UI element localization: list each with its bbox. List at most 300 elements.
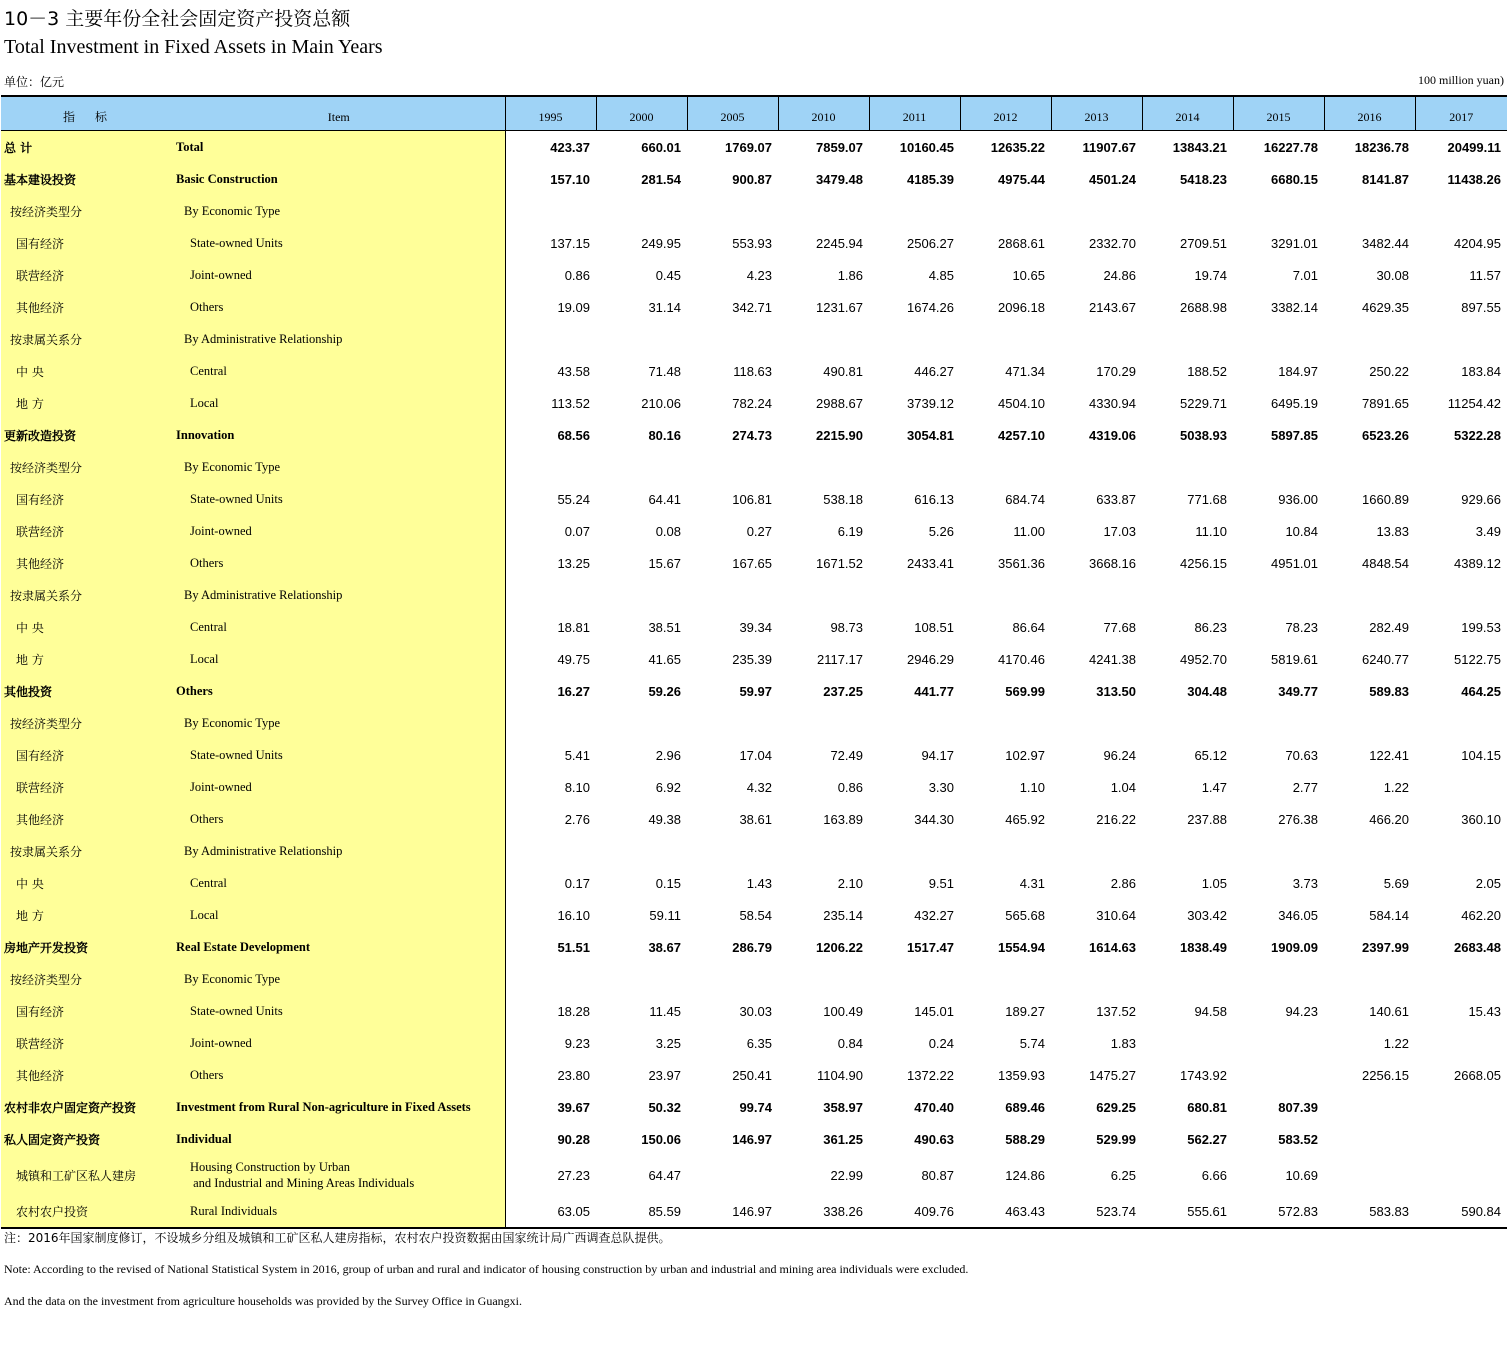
cell-2011 bbox=[869, 195, 960, 227]
cell-2013: 2.86 bbox=[1110, 875, 1136, 891]
cell-2015: 4951.01 bbox=[1271, 555, 1318, 571]
cell-2013: 3668.16 bbox=[1089, 555, 1136, 571]
cell-2005: 17.04 bbox=[739, 747, 772, 763]
cell-2005: 235.39 bbox=[732, 651, 772, 667]
cell-2013 bbox=[1051, 835, 1142, 867]
cell-2012: 124.86 bbox=[1005, 1167, 1045, 1183]
cell-2011: 145.01 bbox=[914, 1003, 954, 1019]
cell-2012 bbox=[960, 835, 1051, 867]
cell-2016: 6523.26 bbox=[1362, 427, 1409, 443]
cell-2010: 1231.67 bbox=[816, 299, 863, 315]
cell-2010: 361.25 bbox=[823, 1131, 863, 1147]
cell-2012: 189.27 bbox=[1005, 1003, 1045, 1019]
table-row bbox=[1, 387, 1507, 419]
cell-2000: 2.96 bbox=[655, 747, 681, 763]
cell-2012 bbox=[960, 579, 1051, 611]
cell-2010 bbox=[778, 195, 869, 227]
cell-2012: 5.74 bbox=[1019, 1035, 1045, 1051]
cell-2017 bbox=[1415, 323, 1507, 355]
cell-2010 bbox=[778, 707, 869, 739]
cell-2016 bbox=[1324, 323, 1415, 355]
cell-2005: 4.23 bbox=[746, 267, 772, 283]
cell-2016: 18236.78 bbox=[1354, 139, 1409, 155]
table-row bbox=[1, 323, 1507, 355]
cell-2011 bbox=[869, 323, 960, 355]
cell-2010: 6.19 bbox=[837, 523, 863, 539]
cell-2015: 16227.78 bbox=[1263, 139, 1318, 155]
row-label-en: By Administrative Relationship bbox=[173, 579, 505, 611]
cell-2017 bbox=[1415, 1027, 1507, 1059]
table-row bbox=[1, 643, 1507, 675]
cell-2012: 569.99 bbox=[1005, 683, 1045, 699]
cell-1995: 16.10 bbox=[557, 907, 590, 923]
row-label-cn: 基本建设投资 bbox=[1, 163, 173, 195]
cell-2014: 680.81 bbox=[1187, 1099, 1227, 1115]
cell-2000 bbox=[596, 707, 687, 739]
table-body bbox=[1, 131, 1507, 1229]
table-row bbox=[1, 1059, 1507, 1091]
cell-2015 bbox=[1233, 963, 1324, 995]
cell-2010: 22.99 bbox=[830, 1167, 863, 1183]
row-label-cn: 农村非农户固定资产投资 bbox=[1, 1091, 173, 1123]
cell-2005 bbox=[687, 835, 778, 867]
cell-2013: 313.50 bbox=[1096, 683, 1136, 699]
cell-2013 bbox=[1051, 963, 1142, 995]
cell-2016 bbox=[1324, 1123, 1415, 1155]
cell-2005: 553.93 bbox=[732, 235, 772, 251]
cell-2013: 4501.24 bbox=[1089, 171, 1136, 187]
cell-2015: 184.97 bbox=[1278, 363, 1318, 379]
row-label-en: State-owned Units bbox=[173, 995, 505, 1027]
cell-2016: 1.22 bbox=[1383, 1035, 1409, 1051]
cell-2015 bbox=[1233, 1059, 1324, 1091]
cell-2016: 122.41 bbox=[1369, 747, 1409, 763]
cell-2012: 10.65 bbox=[1012, 267, 1045, 283]
cell-2013: 137.52 bbox=[1096, 1003, 1136, 1019]
row-label-en: Joint-owned bbox=[173, 771, 505, 803]
cell-2015 bbox=[1233, 835, 1324, 867]
header-indicator: 指标 bbox=[1, 96, 173, 131]
cell-2016 bbox=[1324, 195, 1415, 227]
cell-2011 bbox=[869, 451, 960, 483]
cell-2013: 6.25 bbox=[1110, 1167, 1136, 1183]
cell-2012: 102.97 bbox=[1005, 747, 1045, 763]
cell-2013 bbox=[1051, 323, 1142, 355]
cell-1995: 23.80 bbox=[557, 1067, 590, 1083]
cell-2017: 4389.12 bbox=[1454, 555, 1501, 571]
cell-2016: 3482.44 bbox=[1362, 235, 1409, 251]
cell-2011: 2506.27 bbox=[907, 235, 954, 251]
cell-2000: 210.06 bbox=[641, 395, 681, 411]
cell-1995: 423.37 bbox=[550, 139, 590, 155]
row-label-cn: 国有经济 bbox=[1, 227, 173, 259]
cell-2005: 782.24 bbox=[732, 395, 772, 411]
row-label-en: Joint-owned bbox=[173, 259, 505, 291]
header-year-2015: 2015 bbox=[1233, 96, 1324, 131]
cell-2000: 249.95 bbox=[641, 235, 681, 251]
cell-2013: 1614.63 bbox=[1089, 939, 1136, 955]
cell-2010: 1104.90 bbox=[816, 1067, 863, 1083]
row-label-en: Innovation bbox=[173, 419, 505, 451]
cell-2013 bbox=[1051, 579, 1142, 611]
row-label-en: Others bbox=[173, 291, 505, 323]
cell-2012: 4257.10 bbox=[998, 427, 1045, 443]
cell-2000: 281.54 bbox=[641, 171, 681, 187]
cell-2016: 4629.35 bbox=[1362, 299, 1409, 315]
table-row bbox=[1, 867, 1507, 899]
cell-2011: 2946.29 bbox=[907, 651, 954, 667]
cell-2014: 4952.70 bbox=[1180, 651, 1227, 667]
table-row bbox=[1, 995, 1507, 1027]
cell-2010: 2.10 bbox=[837, 875, 863, 891]
row-label-cn: 城镇和工矿区私人建房 bbox=[1, 1155, 173, 1195]
cell-1995: 13.25 bbox=[557, 555, 590, 571]
header-year-2000: 2000 bbox=[596, 96, 687, 131]
cell-2000: 71.48 bbox=[648, 363, 681, 379]
cell-2017: 11.57 bbox=[1469, 267, 1501, 283]
row-label-cn: 房地产开发投资 bbox=[1, 931, 173, 963]
header-year-2013: 2013 bbox=[1051, 96, 1142, 131]
cell-2016: 250.22 bbox=[1369, 363, 1409, 379]
cell-2017: 20499.11 bbox=[1447, 139, 1501, 155]
cell-2010: 2215.90 bbox=[816, 427, 863, 443]
cell-2010: 72.49 bbox=[830, 747, 863, 763]
cell-2012: 4170.46 bbox=[998, 651, 1045, 667]
cell-2015: 5819.61 bbox=[1271, 651, 1318, 667]
row-label-cn: 农村农户投资 bbox=[1, 1195, 173, 1228]
cell-2016: 8141.87 bbox=[1362, 171, 1409, 187]
cell-2012: 86.64 bbox=[1012, 619, 1045, 635]
cell-2012: 588.29 bbox=[1005, 1131, 1045, 1147]
row-label-cn: 按隶属关系分 bbox=[1, 579, 173, 611]
cell-1995: 43.58 bbox=[557, 363, 590, 379]
row-label-en: Others bbox=[173, 547, 505, 579]
cell-2005: 6.35 bbox=[746, 1035, 772, 1051]
cell-2005: 1769.07 bbox=[725, 139, 772, 155]
cell-2016: 583.83 bbox=[1369, 1203, 1409, 1219]
cell-2012: 2868.61 bbox=[998, 235, 1045, 251]
table-row bbox=[1, 163, 1507, 195]
cell-2011: 3.30 bbox=[928, 779, 954, 795]
cell-2011: 446.27 bbox=[914, 363, 954, 379]
row-label-cn: 更新改造投资 bbox=[1, 419, 173, 451]
cell-2013: 633.87 bbox=[1096, 491, 1136, 507]
cell-2013: 629.25 bbox=[1096, 1099, 1136, 1115]
cell-2000: 150.06 bbox=[641, 1131, 681, 1147]
table-row bbox=[1, 355, 1507, 387]
cell-1995: 5.41 bbox=[564, 747, 590, 763]
cell-2013: 529.99 bbox=[1096, 1131, 1136, 1147]
header-year-2012: 2012 bbox=[960, 96, 1051, 131]
cell-2015: 1909.09 bbox=[1271, 939, 1318, 955]
row-label-cn: 其他经济 bbox=[1, 291, 173, 323]
cell-2005: 39.34 bbox=[739, 619, 772, 635]
cell-2016: 4848.54 bbox=[1362, 555, 1409, 571]
cell-2005: 99.74 bbox=[739, 1099, 772, 1115]
row-label-cn: 中 央 bbox=[1, 611, 173, 643]
cell-2014: 94.58 bbox=[1194, 1003, 1227, 1019]
cell-2005 bbox=[687, 963, 778, 995]
cell-2013: 77.68 bbox=[1103, 619, 1136, 635]
header-year-2014: 2014 bbox=[1142, 96, 1233, 131]
cell-2012: 1359.93 bbox=[998, 1067, 1045, 1083]
cell-2014 bbox=[1142, 195, 1233, 227]
cell-2015 bbox=[1233, 707, 1324, 739]
cell-2014: 2709.51 bbox=[1180, 235, 1227, 251]
cell-2015: 94.23 bbox=[1285, 1003, 1318, 1019]
cell-2017: 11438.26 bbox=[1447, 171, 1501, 187]
table-row bbox=[1, 131, 1507, 164]
cell-2013: 4330.94 bbox=[1089, 395, 1136, 411]
cell-2011: 4185.39 bbox=[907, 171, 954, 187]
cell-1995: 19.09 bbox=[557, 299, 590, 315]
cell-2005: 146.97 bbox=[732, 1131, 772, 1147]
cell-2010: 490.81 bbox=[823, 363, 863, 379]
table-row bbox=[1, 1091, 1507, 1123]
cell-2017: 3.49 bbox=[1475, 523, 1501, 539]
header-year-2017: 2017 bbox=[1415, 96, 1507, 131]
cell-2000 bbox=[596, 835, 687, 867]
row-label-cn: 联营经济 bbox=[1, 259, 173, 291]
cell-2017 bbox=[1415, 1155, 1507, 1195]
table-row bbox=[1, 675, 1507, 707]
cell-2015: 807.39 bbox=[1278, 1099, 1318, 1115]
note-en-line1: Note: According to the revised of National Statistical System in 2016, group of urban and rural and indicator of housing construction by urban and industrial and mining area individuals were excluded. bbox=[4, 1262, 969, 1276]
cell-2013: 96.24 bbox=[1103, 747, 1136, 763]
cell-2005: 286.79 bbox=[732, 939, 772, 955]
cell-2000: 15.67 bbox=[648, 555, 681, 571]
cell-2005: 30.03 bbox=[739, 1003, 772, 1019]
cell-2011: 432.27 bbox=[914, 907, 954, 923]
cell-2016: 2256.15 bbox=[1362, 1067, 1409, 1083]
cell-2010: 7859.07 bbox=[816, 139, 863, 155]
row-label-en: Others bbox=[173, 675, 505, 707]
table-row bbox=[1, 611, 1507, 643]
row-label-en: State-owned Units bbox=[173, 739, 505, 771]
cell-1995 bbox=[505, 707, 596, 739]
cell-1995: 55.24 bbox=[557, 491, 590, 507]
cell-2015 bbox=[1233, 323, 1324, 355]
cell-2016: 589.83 bbox=[1369, 683, 1409, 699]
cell-2015: 572.83 bbox=[1278, 1203, 1318, 1219]
row-label-cn: 联营经济 bbox=[1, 1027, 173, 1059]
cell-2016: 13.83 bbox=[1376, 523, 1409, 539]
cell-2015: 3.73 bbox=[1292, 875, 1318, 891]
cell-2013: 216.22 bbox=[1096, 811, 1136, 827]
cell-1995: 0.17 bbox=[564, 875, 590, 891]
cell-2016: 282.49 bbox=[1369, 619, 1409, 635]
table-row bbox=[1, 771, 1507, 803]
cell-2005 bbox=[687, 195, 778, 227]
cell-1995: 2.76 bbox=[564, 811, 590, 827]
row-label-en: State-owned Units bbox=[173, 483, 505, 515]
cell-2013: 1.04 bbox=[1110, 779, 1136, 795]
row-label-cn: 联营经济 bbox=[1, 771, 173, 803]
cell-1995: 90.28 bbox=[557, 1131, 590, 1147]
cell-2017: 2683.48 bbox=[1454, 939, 1501, 955]
cell-2015 bbox=[1233, 195, 1324, 227]
cell-2012: 2096.18 bbox=[998, 299, 1045, 315]
cell-2013: 523.74 bbox=[1096, 1203, 1136, 1219]
cell-2011: 3739.12 bbox=[907, 395, 954, 411]
cell-2017: 2668.05 bbox=[1454, 1067, 1501, 1083]
cell-1995: 51.51 bbox=[557, 939, 590, 955]
row-label-en: Total bbox=[173, 131, 505, 164]
cell-2000: 38.67 bbox=[648, 939, 681, 955]
row-label-en: By Economic Type bbox=[173, 963, 505, 995]
cell-2010 bbox=[778, 579, 869, 611]
cell-2012: 1554.94 bbox=[998, 939, 1045, 955]
cell-2013 bbox=[1051, 451, 1142, 483]
cell-1995 bbox=[505, 323, 596, 355]
cell-1995: 0.86 bbox=[564, 267, 590, 283]
table-row bbox=[1, 899, 1507, 931]
row-label-en: Central bbox=[173, 867, 505, 899]
cell-2012 bbox=[960, 707, 1051, 739]
cell-2013: 4241.38 bbox=[1089, 651, 1136, 667]
row-label-cn: 按隶属关系分 bbox=[1, 323, 173, 355]
cell-2017: 11254.42 bbox=[1447, 395, 1501, 411]
row-label-en: Basic Construction bbox=[173, 163, 505, 195]
cell-2012: 1.10 bbox=[1019, 779, 1045, 795]
table-row bbox=[1, 1195, 1507, 1228]
row-label-cn: 国有经济 bbox=[1, 483, 173, 515]
cell-2014: 237.88 bbox=[1187, 811, 1227, 827]
cell-2016: 30.08 bbox=[1376, 267, 1409, 283]
cell-2014: 6.66 bbox=[1201, 1167, 1227, 1183]
cell-2005: 4.32 bbox=[746, 779, 772, 795]
cell-2000 bbox=[596, 323, 687, 355]
row-label-cn: 国有经济 bbox=[1, 739, 173, 771]
cell-2012: 684.74 bbox=[1005, 491, 1045, 507]
cell-2010: 98.73 bbox=[830, 619, 863, 635]
cell-2011: 5.26 bbox=[928, 523, 954, 539]
cell-2005: 274.73 bbox=[732, 427, 772, 443]
cell-2012: 4.31 bbox=[1019, 875, 1045, 891]
row-label-cn: 中 央 bbox=[1, 867, 173, 899]
cell-2017: 360.10 bbox=[1461, 811, 1501, 827]
cell-2016 bbox=[1324, 963, 1415, 995]
page-title-en: Total Investment in Fixed Assets in Main Years bbox=[4, 36, 383, 58]
cell-2012 bbox=[960, 323, 1051, 355]
cell-2012: 471.34 bbox=[1005, 363, 1045, 379]
row-label-cn: 国有经济 bbox=[1, 995, 173, 1027]
cell-2005: 900.87 bbox=[732, 171, 772, 187]
row-label-en: By Administrative Relationship bbox=[173, 323, 505, 355]
cell-2017 bbox=[1415, 1123, 1507, 1155]
cell-2016: 5.69 bbox=[1383, 875, 1409, 891]
table-row bbox=[1, 451, 1507, 483]
cell-2017: 2.05 bbox=[1475, 875, 1501, 891]
cell-2000: 6.92 bbox=[655, 779, 681, 795]
cell-2014: 1.05 bbox=[1201, 875, 1227, 891]
cell-2017: 183.84 bbox=[1461, 363, 1501, 379]
row-label-cn: 按经济类型分 bbox=[1, 707, 173, 739]
header-year-2005: 2005 bbox=[687, 96, 778, 131]
cell-2015: 78.23 bbox=[1285, 619, 1318, 635]
cell-2017: 15.43 bbox=[1468, 1003, 1501, 1019]
cell-1995: 157.10 bbox=[550, 171, 590, 187]
cell-2012: 463.43 bbox=[1005, 1203, 1045, 1219]
cell-2016: 140.61 bbox=[1369, 1003, 1409, 1019]
cell-2014: 13843.21 bbox=[1172, 139, 1227, 155]
cell-2017 bbox=[1415, 963, 1507, 995]
cell-2017: 590.84 bbox=[1461, 1203, 1501, 1219]
cell-2005: 167.65 bbox=[732, 555, 772, 571]
cell-2014: 86.23 bbox=[1194, 619, 1227, 635]
table-row bbox=[1, 483, 1507, 515]
cell-2014: 1743.92 bbox=[1180, 1067, 1227, 1083]
cell-1995: 9.23 bbox=[564, 1035, 590, 1051]
cell-2000: 59.26 bbox=[648, 683, 681, 699]
cell-2000: 64.47 bbox=[648, 1167, 681, 1183]
cell-2012 bbox=[960, 195, 1051, 227]
table-row bbox=[1, 1027, 1507, 1059]
cell-2010: 163.89 bbox=[823, 811, 863, 827]
row-label-en: Others bbox=[173, 1059, 505, 1091]
cell-2000: 31.14 bbox=[648, 299, 681, 315]
table-row bbox=[1, 515, 1507, 547]
cell-2000: 64.41 bbox=[648, 491, 681, 507]
cell-2015: 7.01 bbox=[1292, 267, 1318, 283]
cell-2011: 0.24 bbox=[928, 1035, 954, 1051]
row-label-en: Others bbox=[173, 803, 505, 835]
cell-2016: 2397.99 bbox=[1362, 939, 1409, 955]
cell-2005: 106.81 bbox=[732, 491, 772, 507]
cell-2016 bbox=[1324, 579, 1415, 611]
row-label-cn: 按经济类型分 bbox=[1, 195, 173, 227]
cell-2005: 0.27 bbox=[746, 523, 772, 539]
cell-2012: 4975.44 bbox=[998, 171, 1045, 187]
cell-2016: 1660.89 bbox=[1362, 491, 1409, 507]
cell-1995: 113.52 bbox=[551, 395, 590, 411]
cell-2000: 3.25 bbox=[655, 1035, 681, 1051]
cell-2010: 3479.48 bbox=[816, 171, 863, 187]
cell-2012: 689.46 bbox=[1005, 1099, 1045, 1115]
cell-2005 bbox=[687, 579, 778, 611]
cell-1995 bbox=[505, 579, 596, 611]
cell-1995: 39.67 bbox=[557, 1099, 590, 1115]
cell-1995 bbox=[505, 451, 596, 483]
table-row bbox=[1, 707, 1507, 739]
row-label-en: By Economic Type bbox=[173, 195, 505, 227]
cell-2012: 465.92 bbox=[1005, 811, 1045, 827]
cell-1995 bbox=[505, 835, 596, 867]
cell-2017 bbox=[1415, 195, 1507, 227]
table-row bbox=[1, 579, 1507, 611]
table-row bbox=[1, 835, 1507, 867]
cell-2017: 199.53 bbox=[1461, 619, 1501, 635]
cell-2000: 41.65 bbox=[648, 651, 681, 667]
table-row bbox=[1, 1123, 1507, 1155]
cell-2014: 1.47 bbox=[1201, 779, 1227, 795]
cell-2015 bbox=[1233, 579, 1324, 611]
cell-2010: 1.86 bbox=[837, 267, 863, 283]
cell-2015: 3291.01 bbox=[1271, 235, 1318, 251]
cell-2015 bbox=[1233, 451, 1324, 483]
cell-1995: 63.05 bbox=[557, 1203, 590, 1219]
cell-2005: 58.54 bbox=[739, 907, 772, 923]
cell-2010: 1671.52 bbox=[816, 555, 863, 571]
investment-table bbox=[1, 95, 1507, 1229]
row-label-cn: 按经济类型分 bbox=[1, 963, 173, 995]
cell-2000: 0.45 bbox=[655, 267, 681, 283]
cell-2010: 237.25 bbox=[823, 683, 863, 699]
cell-2000 bbox=[596, 963, 687, 995]
cell-2010: 338.26 bbox=[823, 1203, 863, 1219]
cell-2011: 1372.22 bbox=[907, 1067, 954, 1083]
cell-2000: 80.16 bbox=[648, 427, 681, 443]
